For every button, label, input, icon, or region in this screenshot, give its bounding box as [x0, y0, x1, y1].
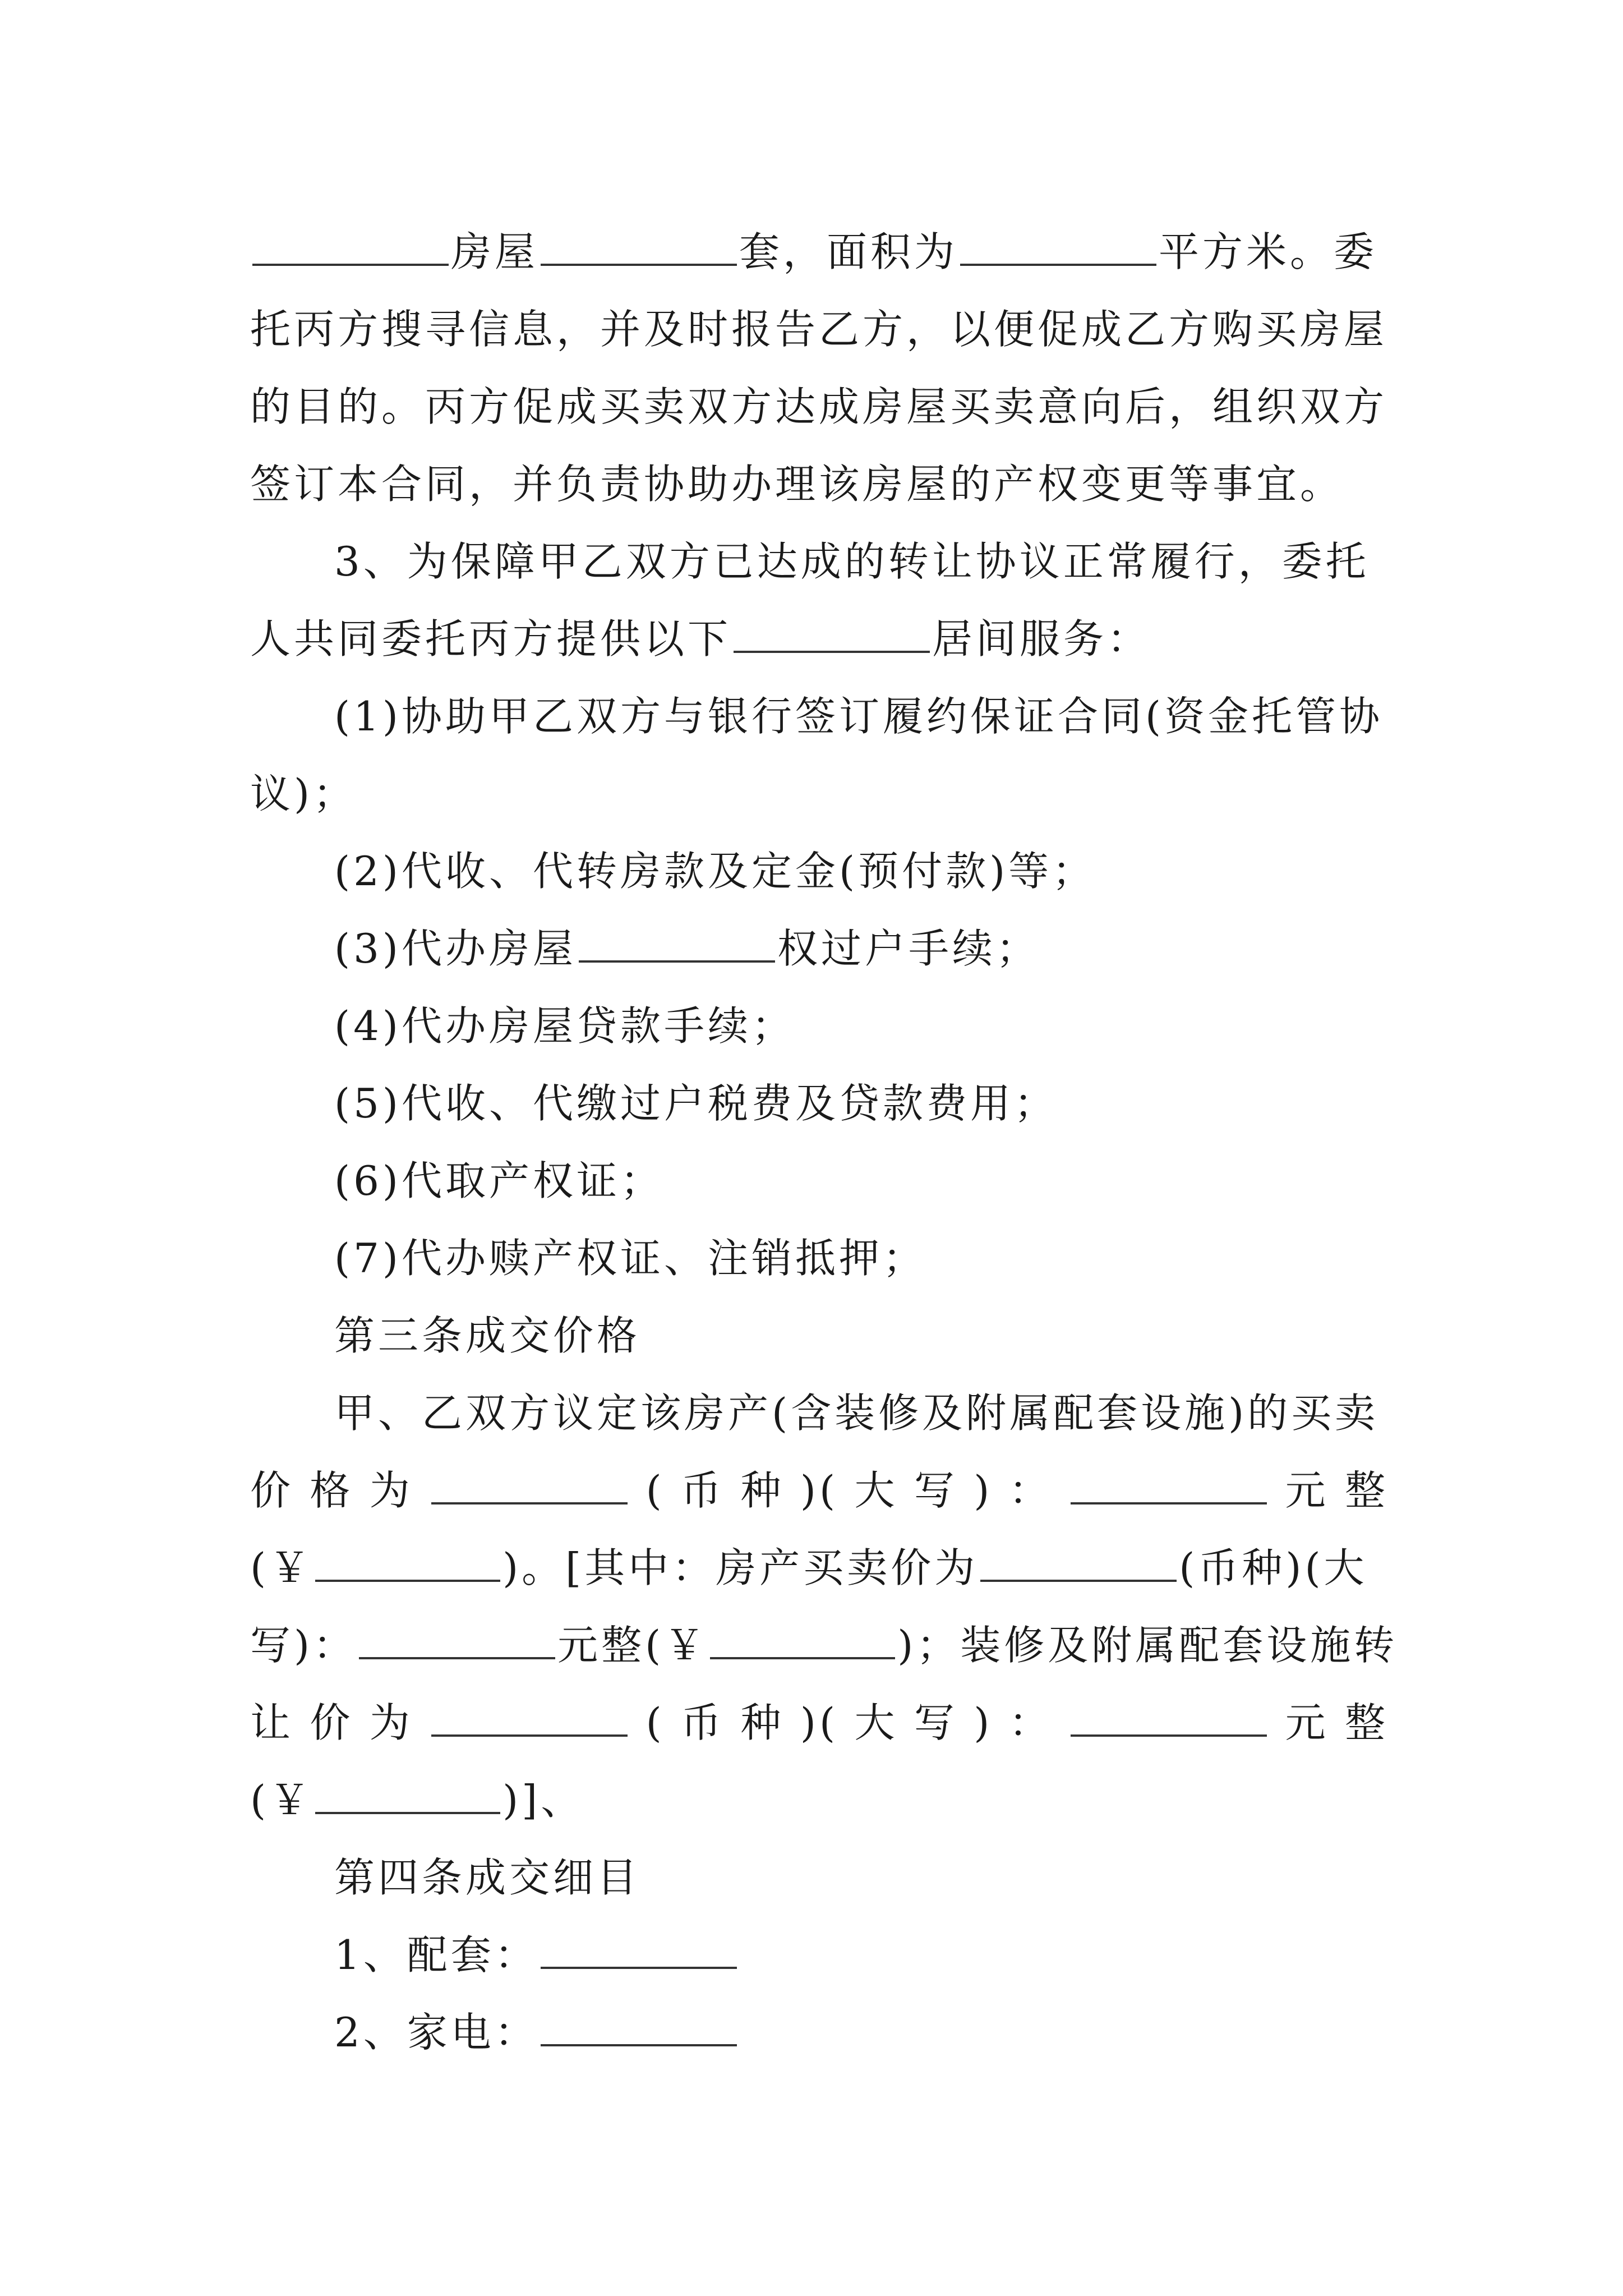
text-line: 甲、乙双方议定该房产(含装修及附属配套设施)的买卖: [334, 1389, 1379, 1437]
list-item: (6)代取产权证；: [334, 1157, 664, 1204]
list-item: [250, 1994, 1389, 2071]
text-line: 3、为保障甲乙双方已达成的转让协议正常履行，委托: [334, 538, 1370, 585]
text-fragment: 权过户手续；: [777, 925, 1040, 972]
fill-blank: [980, 1579, 1177, 1582]
text-fragment: 为: [369, 1467, 413, 1514]
text-fragment: 1、配套：: [334, 1931, 538, 1978]
text-fragment: )(: [800, 1699, 839, 1746]
text-fragment: 写)：: [250, 1622, 357, 1669]
fill-blank: [315, 1579, 500, 1582]
text-fragment: 写: [914, 1467, 958, 1514]
text-line: 议)；: [250, 770, 357, 817]
text-fragment: ): [974, 1699, 993, 1746]
text-line: [250, 1607, 1398, 1684]
list-item: [250, 910, 1389, 987]
fill-blank: [960, 263, 1156, 266]
text-line: [250, 1684, 1389, 1761]
text-fragment: 币: [681, 1467, 725, 1514]
text-fragment: 让: [250, 1699, 294, 1746]
text-fragment: )(: [800, 1467, 839, 1514]
text-fragment: 价: [250, 1467, 294, 1514]
text-fragment: 2、家电：: [334, 2009, 538, 2056]
text-fragment: 元整(￥: [557, 1622, 708, 1669]
fill-blank: [734, 650, 930, 653]
text-line: 托丙方搜寻信息，并及时报告乙方，以便促成乙方购买房屋: [250, 306, 1388, 353]
text-fragment: 整: [1344, 1699, 1389, 1746]
text-fragment: )。[其中：房产买卖价为: [502, 1544, 979, 1591]
text-fragment: 元: [1285, 1467, 1329, 1514]
text-fragment: 大: [854, 1467, 898, 1514]
fill-blank: [541, 2044, 737, 2046]
text-line: [250, 213, 1389, 291]
list-item: [250, 1916, 1389, 1994]
list-item: (5)代收、代缴过户税费及贷款费用；: [334, 1080, 1058, 1127]
text-fragment: )；装修及附属配套设施转: [897, 1622, 1398, 1669]
fill-blank: [252, 263, 449, 266]
text-fragment: 种: [740, 1467, 785, 1514]
text-fragment: 套，面积为: [739, 228, 958, 275]
list-item: (4)代办房屋贷款手续；: [334, 1002, 795, 1050]
text-fragment: )]、: [502, 1777, 585, 1824]
fill-blank: [1071, 1502, 1267, 1504]
text-fragment: 平方米。委: [1159, 228, 1378, 275]
text-fragment: (: [645, 1467, 665, 1514]
text-line: [250, 1452, 1389, 1529]
fill-blank: [315, 1811, 500, 1814]
text-fragment: 整: [1344, 1467, 1389, 1514]
text-fragment: (￥: [250, 1777, 313, 1824]
text-fragment: 大: [854, 1699, 898, 1746]
fill-blank: [1071, 1734, 1267, 1737]
fill-blank: [431, 1734, 628, 1737]
text-line: 签订本合同，并负责协助办理该房屋的产权变更等事宜。: [250, 461, 1344, 508]
fill-blank: [541, 1966, 737, 1969]
text-line: [250, 1529, 1389, 1607]
fill-blank: [359, 1657, 555, 1659]
text-line: 的目的。丙方促成买卖双方达成房屋买卖意向后，组织双方: [250, 383, 1388, 430]
text-line: [250, 1761, 1389, 1839]
text-fragment: 人共同委托丙方提供以下: [250, 615, 732, 662]
section-heading: 第四条成交细目: [334, 1854, 641, 1901]
text-fragment: 价: [310, 1699, 354, 1746]
fill-blank: [541, 263, 737, 266]
list-item: (7)代办赎产权证、注销抵押；: [334, 1235, 926, 1282]
text-fragment: (: [645, 1699, 665, 1746]
fill-blank: [579, 960, 775, 963]
text-fragment: ): [974, 1467, 993, 1514]
text-fragment: 格: [310, 1467, 354, 1514]
text-fragment: 元: [1285, 1699, 1329, 1746]
text-fragment: (3)代办房屋: [334, 925, 577, 972]
text-fragment: 种: [740, 1699, 785, 1746]
fill-blank: [431, 1502, 628, 1504]
text-fragment: 币: [681, 1699, 725, 1746]
text-fragment: (币种)(大: [1179, 1544, 1368, 1591]
section-heading: 第三条成交价格: [334, 1312, 641, 1359]
text-fragment: 写: [914, 1699, 958, 1746]
text-fragment: 房屋: [451, 228, 539, 275]
text-fragment: (￥: [250, 1544, 313, 1591]
list-item: (1)协助甲乙双方与银行签订履约保证合同(资金托管协: [334, 693, 1384, 740]
text-fragment: 居间服务：: [932, 615, 1151, 662]
text-fragment: 为: [369, 1699, 413, 1746]
fill-blank: [710, 1657, 895, 1659]
text-fragment: ：: [1008, 1467, 1053, 1514]
text-fragment: ：: [1008, 1699, 1053, 1746]
text-line: [250, 600, 1389, 678]
list-item: (2)代收、代转房款及定金(预付款)等；: [334, 848, 1096, 895]
